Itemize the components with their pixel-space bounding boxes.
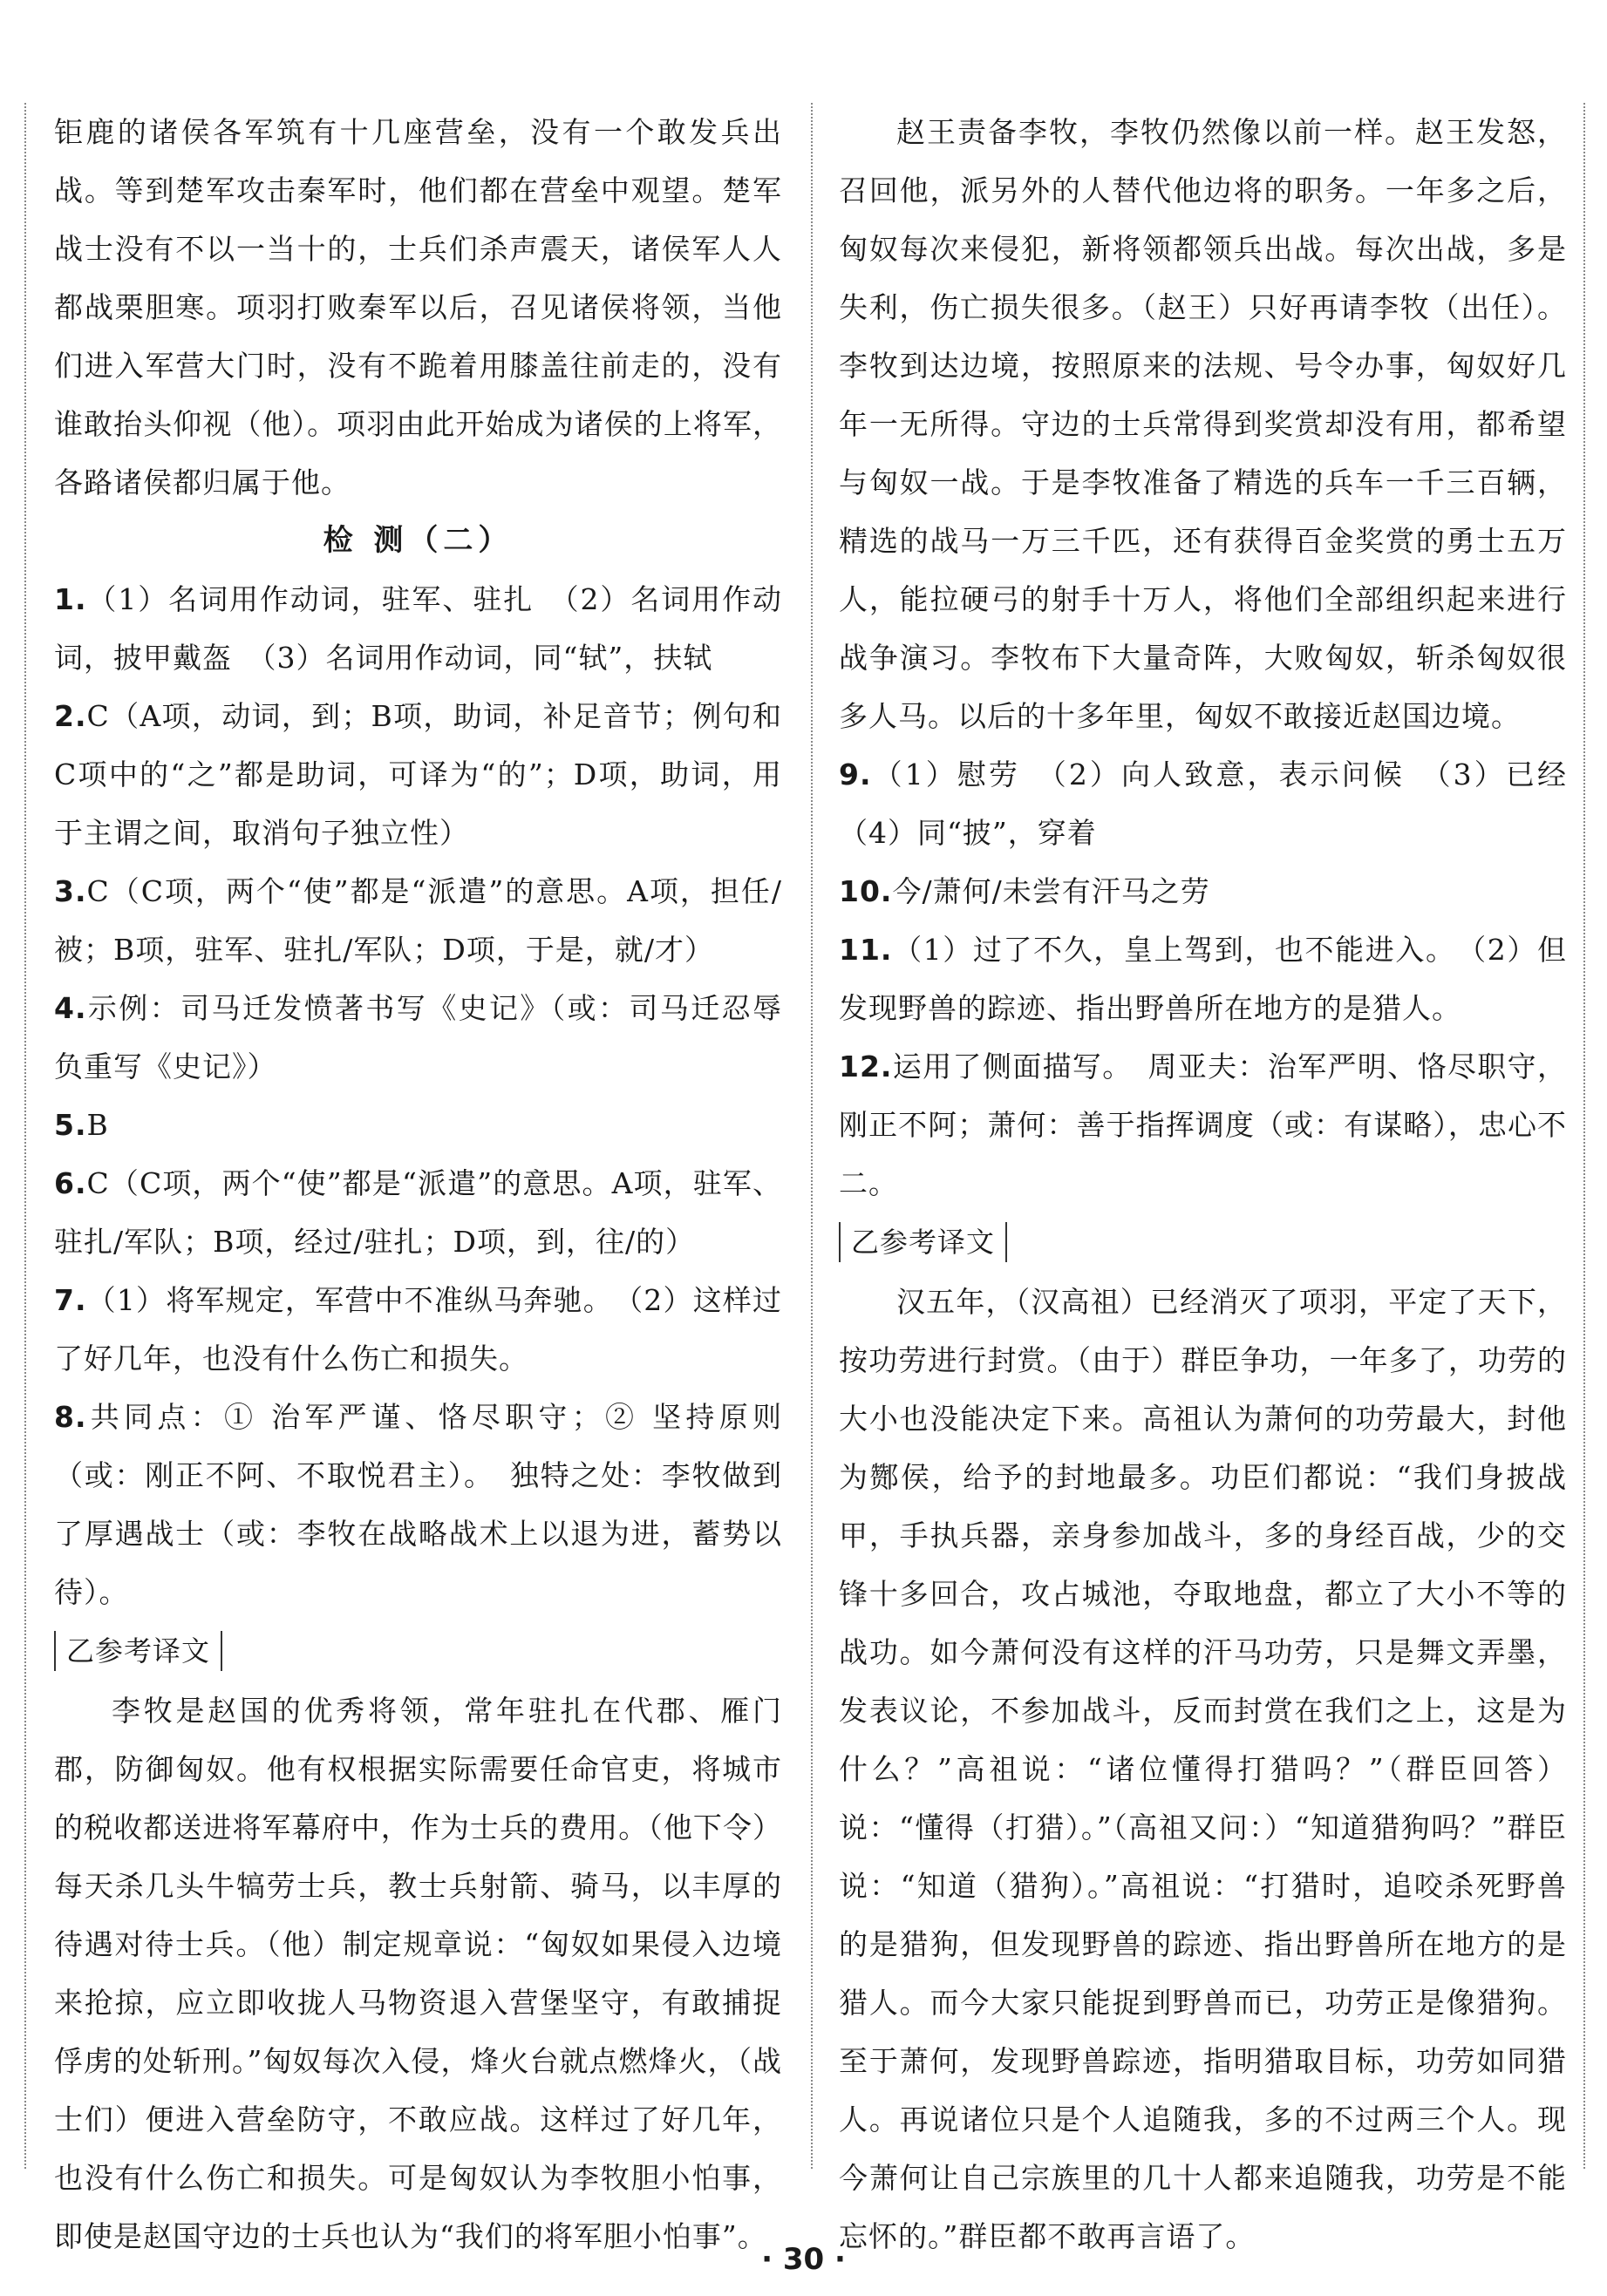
- answer-number: 9.: [839, 757, 872, 791]
- answer-text: （1）过了不久，皇上驾到，也不能进入。 （2）但发现野兽的踪迹、指出野兽所在地方的是猎人。: [839, 933, 1567, 1025]
- translation-continuation: 钜鹿的诸侯各军筑有十几座营垒，没有一个敢发兵出战。等到楚军攻击秦军时，他们都在营垒中观望。楚军战士没有不以一当十的，士兵们杀声震天，诸侯军人人都战栗胆寒。项羽打败秦军以后，召见诸侯将领，当他们进入军营大门时，没有不跪着用膝盖往前走的，没有谁敢抬头仰视（他）。项羽由此开始成为诸侯的上将军，各路诸侯都归属于他。: [54, 115, 782, 499]
- answer-text: （1）将军规定，军营中不准纵马奔驰。 （2）这样过了好几年，也没有什么伤亡和损失。: [54, 1283, 782, 1376]
- answer-item: [54, 1388, 782, 1621]
- answer-number: 1.: [54, 582, 87, 616]
- answer-number: 8.: [54, 1400, 87, 1434]
- answer-item: [839, 745, 1597, 862]
- answer-item: [54, 687, 782, 862]
- answer-item: [839, 862, 1567, 920]
- answer-item: [54, 1096, 782, 1154]
- answer-number: 6.: [54, 1166, 87, 1200]
- answer-text: 共同点：① 治军严谨、恪尽职守；② 坚持原则（或：刚正不阿、不取悦君主）。 独特之处：李牧做到了厚遇战士（或：李牧在战略战术上以退为进，蓄势以待）。: [54, 1400, 782, 1609]
- answer-item: [54, 862, 782, 979]
- answer-item: [839, 920, 1567, 1037]
- left-margin-rule: [24, 103, 26, 2169]
- section-heading: 检 测（二）: [323, 523, 514, 558]
- page-number: · 30 ·: [761, 2242, 846, 2277]
- answer-number: 5.: [54, 1108, 87, 1142]
- translation-tag: 乙参考译文: [839, 1222, 1007, 1262]
- answer-text: B: [86, 1108, 109, 1142]
- column-divider: [811, 103, 813, 2169]
- translation-paragraph: 李牧是赵国的优秀将领，常年驻扎在代郡、雁门郡，防御匈奴。他有权根据实际需要任命官吏，将城市的税收都送进将军幕府中，作为士兵的费用。（他下令）每天杀几头牛犒劳士兵，教士兵射箭、骑马，以丰厚的待遇对待士兵。（他）制定规章说：“匈奴如果侵入边境来抢掠，应立即收拢人马物资退入营堡坚守，有敢捕捉俘虏的处斩刑。”匈奴每次入侵，烽火台就点燃烽火，（战士们）便进入营垒防守，不敢应战。这样过了好几年，也没有什么伤亡和损失。可是匈奴认为李牧胆小怕事，即使是赵国守边的士兵也认为“我们的将军胆小怕事”。: [54, 1694, 782, 2253]
- answer-number: 3.: [54, 874, 87, 908]
- answer-number: 4.: [54, 991, 87, 1025]
- answer-item: [54, 570, 782, 687]
- answer-number: 2.: [54, 699, 87, 733]
- answer-text: 运用了侧面描写。 周亚夫：治军严明、恪尽职守，刚正不阿；萧何：善于指挥调度（或：有谋略），忠心不二。: [839, 1050, 1567, 1200]
- translation-tag: 乙参考译文: [54, 1631, 222, 1671]
- answer-number: 11.: [839, 933, 893, 967]
- answer-item: [54, 1154, 782, 1271]
- answer-text: （1）慰劳 （2）向人致意，表示问候 （3）已经 （4）同“披”，穿着: [839, 757, 1597, 850]
- answer-text: 今/萧何/未尝有汗马之劳: [892, 874, 1210, 908]
- answer-text: C（C项，两个“使”都是“派遣”的意思。A项，担任/被；B项，驻军、驻扎/军队；D项，于是，就/才）: [54, 874, 782, 967]
- answer-number: 10.: [839, 874, 893, 908]
- answer-number: 7.: [54, 1283, 87, 1317]
- answer-item: [839, 1037, 1567, 1213]
- answer-text: C（A项，动词，到；B项，助词，补足音节；例句和C项中的“之”都是助词，可译为“的”；D项，助词，用于主谓之间，取消句子独立性）: [54, 699, 782, 850]
- answer-number: 12.: [839, 1050, 893, 1083]
- answer-item: [54, 1271, 782, 1388]
- answer-text: （1）名词用作动词，驻军、驻扎 （2）名词用作动词，披甲戴盔 （3）名词用作动词，同“轼”，扶轼: [54, 582, 782, 675]
- answer-text: 示例：司马迁发愤著书写《史记》（或：司马迁忍辱负重写《史记》）: [54, 991, 782, 1083]
- answer-item: [54, 979, 782, 1096]
- translation-continuation: 赵王责备李牧，李牧仍然像以前一样。赵王发怒，召回他，派另外的人替代他边将的职务。一年多之后，匈奴每次来侵犯，新将领都领兵出战。每次出战，多是失利，伤亡损失很多。（赵王）只好再请李牧（出任）。李牧到达边境，按照原来的法规、号令办事，匈奴好几年一无所得。守边的士兵常得到奖赏却没有用，都希望与匈奴一战。于是李牧准备了精选的兵车一千三百辆，精选的战马一万三千匹，还有获得百金奖赏的勇士五万人，能拉硬弓的射手十万人，将他们全部组织起来进行战争演习。李牧布下大量奇阵，大败匈奴，斩杀匈奴很多人马。以后的十多年里，匈奴不敢接近赵国边境。: [839, 115, 1567, 733]
- left-column: [54, 103, 782, 2265]
- answer-text: C（C项，两个“使”都是“派遣”的意思。A项，驻军、驻扎/军队；B项，经过/驻扎；D项，到，往/的）: [54, 1166, 782, 1259]
- translation-paragraph: 汉五年，（汉高祖）已经消灭了项羽，平定了天下，按功劳进行封赏。（由于）群臣争功，一年多了，功劳的大小也没能决定下来。高祖认为萧何的功劳最大，封他为酂侯，给予的封地最多。功臣们都说：“我们身披战甲，手执兵器，亲身参加战斗，多的身经百战，少的交锋十多回合，攻占城池，夺取地盘，都立了大小不等的战功。如今萧何没有这样的汗马功劳，只是舞文弄墨，发表议论，不参加战斗，反而封赏在我们之上，这是为什么？”高祖说：“诸位懂得打猎吗？”（群臣回答）说：“懂得（打猎）。”（高祖又问：）“知道猎狗吗？”群臣说：“知道（猎狗）。”高祖说：“打猎时，追咬杀死野兽的是猎狗，但发现野兽的踪迹、指出野兽所在地方的是猎人。而今大家只能捉到野兽而已，功劳正是像猎狗。至于萧何，发现野兽踪迹，指明猎取目标，功劳如同猎人。再说诸位只是个人追随我，多的不过两三个人。现今萧何让自己宗族里的几十人都来追随我，功劳是不能忘怀的。”群臣都不敢再言语了。: [839, 1285, 1567, 2253]
- right-column: [839, 103, 1597, 2265]
- right-margin-rule: [1583, 103, 1585, 2169]
